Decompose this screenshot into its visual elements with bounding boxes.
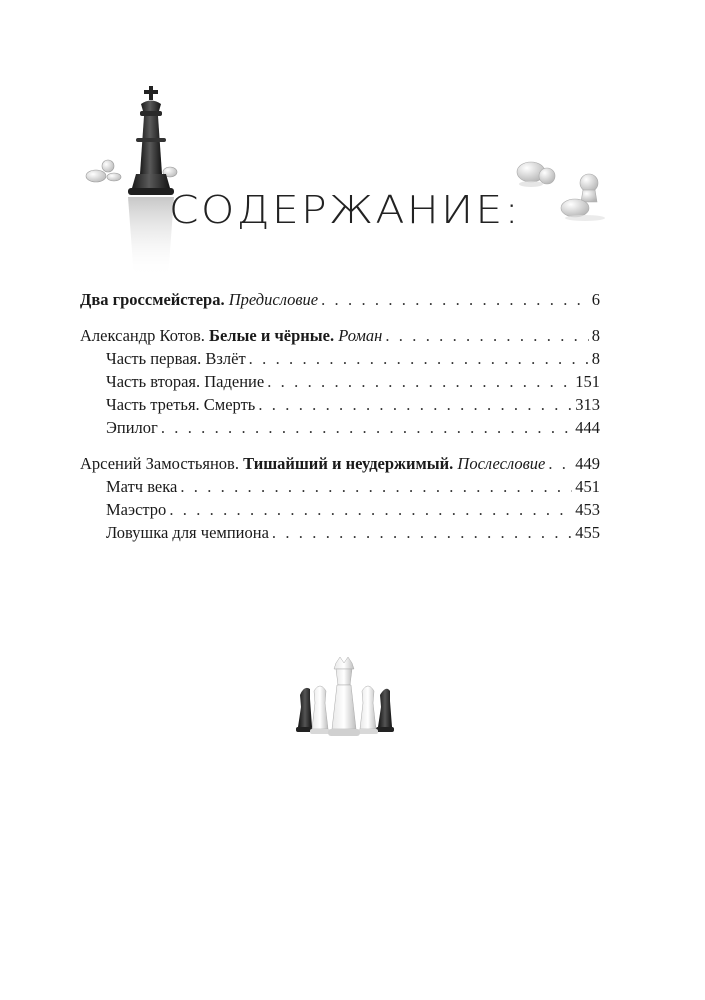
toc-entry-label: Часть первая. Взлёт xyxy=(106,349,246,368)
toc-entry-genre: Предисловие xyxy=(228,290,319,309)
toc-entry-title: Два гроссмейстера. xyxy=(80,290,225,309)
toc-page-number: 455 xyxy=(575,523,600,542)
toc-page-number: 449 xyxy=(575,454,600,473)
table-of-contents xyxy=(80,288,600,544)
toc-entry-match-of-century[interactable] xyxy=(80,475,600,498)
toc-entry-label: Часть третья. Смерть xyxy=(106,395,256,414)
toc-page-number: 8 xyxy=(591,326,600,345)
leader-dots xyxy=(272,521,572,544)
toc-entry-part-one[interactable] xyxy=(80,347,600,370)
leader-dots xyxy=(267,370,572,393)
toc-page-number: 6 xyxy=(591,290,600,309)
page-title: СОДЕРЖАНИЕ: xyxy=(168,188,522,232)
toc-entry-title: Белые и чёрные. xyxy=(209,326,335,345)
toc-entry-genre: Послесловие xyxy=(457,454,546,473)
toc-entry-title: Тишайший и неудержимый. xyxy=(243,454,454,473)
toc-entry-novel[interactable] xyxy=(80,324,600,347)
toc-entry-label: Часть вторая. Падение xyxy=(106,372,265,391)
leader-dots xyxy=(385,324,588,347)
toc-entry-label: Маэстро xyxy=(106,500,167,519)
toc-entry-part-two[interactable] xyxy=(80,370,600,393)
leader-dots xyxy=(169,498,572,521)
toc-page-number: 151 xyxy=(575,372,600,391)
toc-entry-author: Александр Котов. xyxy=(80,326,205,345)
toc-entry-label: Ловушка для чемпиона xyxy=(106,523,269,542)
toc-entry-foreword[interactable] xyxy=(80,288,600,311)
toc-entry-author: Арсений Замостьянов. xyxy=(80,454,239,473)
leader-dots xyxy=(321,288,589,311)
toc-entry-label: Эпилог xyxy=(106,418,158,437)
toc-entry-maestro[interactable] xyxy=(80,498,600,521)
toc-page-number: 444 xyxy=(575,418,600,437)
leader-dots xyxy=(161,416,572,439)
leader-dots xyxy=(180,475,572,498)
chess-pieces-group-icon xyxy=(290,655,400,740)
leader-dots xyxy=(258,393,572,416)
toc-entry-label: Матч века xyxy=(106,477,178,496)
toc-entry-champion-trap[interactable] xyxy=(80,521,600,544)
toc-entry-part-three[interactable] xyxy=(80,393,600,416)
toc-page-number: 8 xyxy=(591,349,600,368)
toc-page-number: 453 xyxy=(575,500,600,519)
toc-entry-epilogue[interactable] xyxy=(80,416,600,439)
leader-dots xyxy=(249,347,589,370)
toc-page-number: 313 xyxy=(575,395,600,414)
toc-entry-genre: Роман xyxy=(338,326,383,345)
leader-dots xyxy=(548,452,572,475)
chess-king-and-pawns-icon xyxy=(78,78,193,278)
toc-entry-afterword[interactable] xyxy=(80,452,600,475)
toc-page-number: 451 xyxy=(575,477,600,496)
